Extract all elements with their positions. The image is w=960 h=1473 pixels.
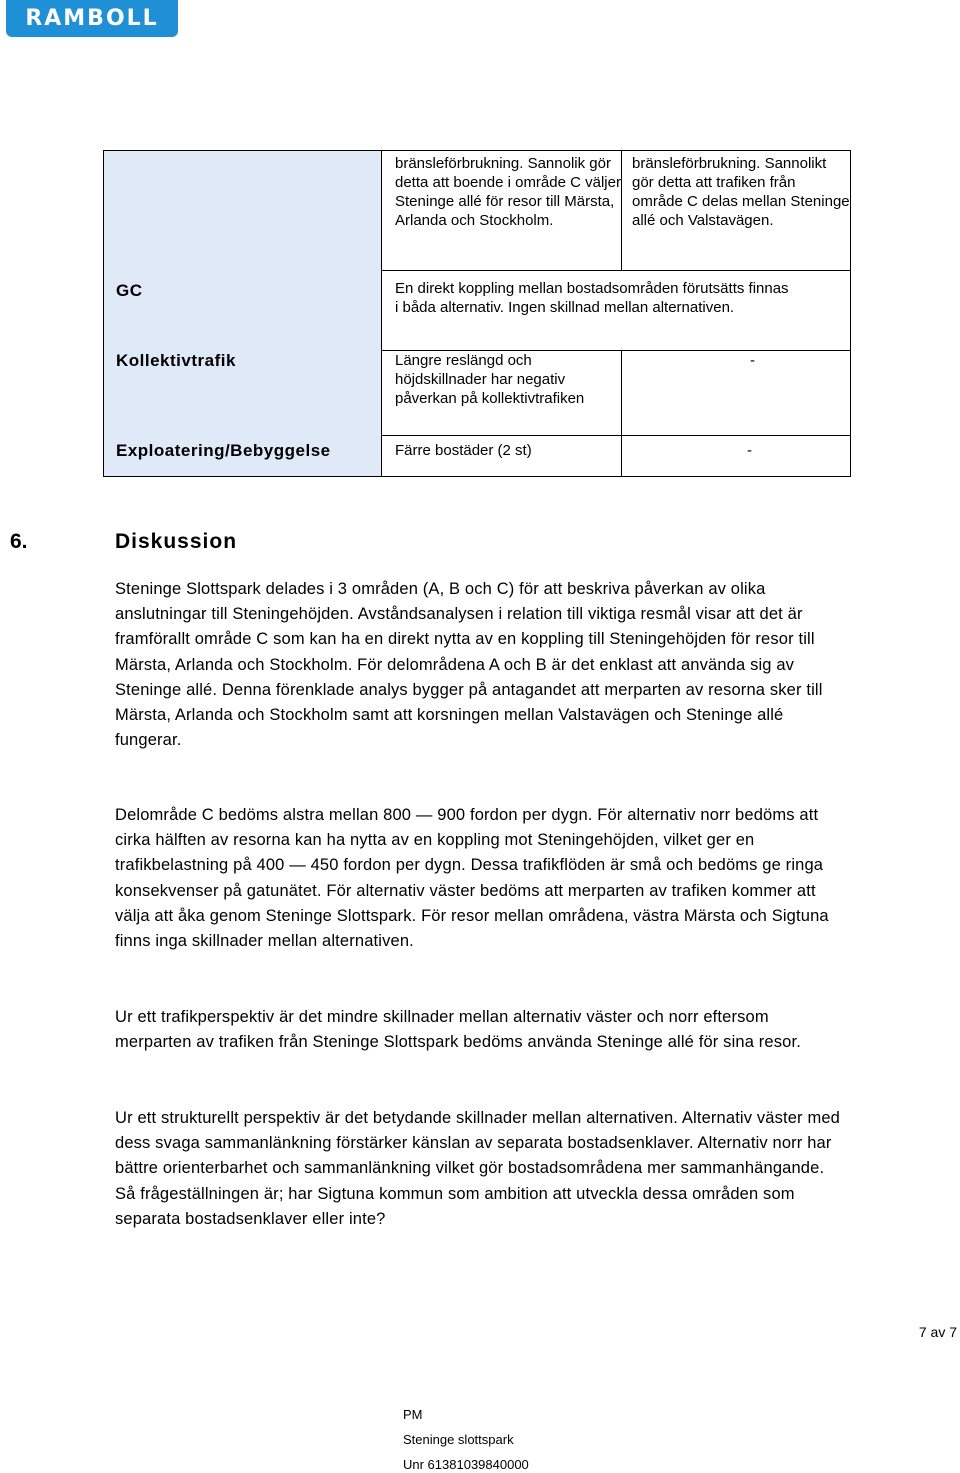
cell-alternative-a: Färre bostäder (2 st)	[382, 436, 622, 477]
table-row	[104, 351, 851, 436]
logo-text: RAMBOLL	[25, 6, 159, 31]
cell-alternative-b	[622, 436, 851, 477]
cell-alternative-b: bränsleförbrukning. Sannolikt gör detta att trafiken från område C delas mellan Steninge allé och Valstavägen.	[622, 151, 851, 271]
cell-alternative-a: bränsleförbrukning. Sannolik gör detta att boende i område C väljer Steninge allé för resor till Märsta, Arlanda och Stockholm.	[382, 151, 622, 271]
table-row	[104, 436, 851, 477]
section-title: Diskussion	[115, 530, 238, 553]
footer-doc-type: PM	[403, 1407, 423, 1422]
footer-unr: Unr 61381039840000	[403, 1457, 529, 1472]
paragraph: Steninge Slottspark delades i 3 områden (A, B och C) för att beskriva påverkan av olika anslutningar till Steningehöjden. Avståndsanalysen i relation till viktiga resmål visar att det är framförallt område C som kan ha en direkt nytta av en koppling till Steningehöjden för resor till Märsta, Arlanda och Stockholm. För delområdena A och B är det enklast att använda sig av Steninge allé. Denna förenklade analys bygger på antagandet att merparten av resorna sker till Märsta, Arlanda och Stockholm samt att korsningen mellan Valstavägen och Steninge allé fungerar.	[115, 580, 823, 750]
table-row	[104, 271, 851, 351]
page-number: 7 av 7	[918, 1324, 957, 1340]
cell-alternative-a: Längre reslängd och höjdskillnader har negativ påverkan på kollektivtrafiken	[382, 351, 622, 436]
section-number: 6.	[10, 530, 28, 553]
cell-merged: En direkt koppling mellan bostadsområden förutsätts finnas i båda alternativ. Ingen skillnad mellan alternativen.	[382, 271, 851, 351]
table-row	[104, 151, 851, 271]
row-label	[104, 151, 382, 271]
row-label-exploatering: Exploatering/Bebyggelse	[104, 436, 382, 477]
paragraph: Delområde C bedöms alstra mellan 800 — 900 fordon per dygn. För alternativ norr bedöms att cirka hälften av resorna kan ha nytta av en koppling mot Steningehöjden, vilket ger en trafikbelastning på 400 — 450 fordon per dygn. Dessa trafikflöden är små och bedöms ge ringa konsekvenser på gatunätet. För alternativ väster bedöms att merparten av trafiken kommer att välja att åka genom Steninge Slottspark. För resor mellan områdena, västra Märsta och Sigtuna finns inga skillnader mellan alternativen.	[115, 806, 829, 951]
paragraph: Ur ett strukturellt perspektiv är det betydande skillnader mellan alternativen. Alternativ väster med dess svaga sammanlänkning förstärker känslan av separata bostadsenklaver. Alternativ norr har bättre orienterbarhet och sammanlänkning vilket gör bostadsområdena mer sammanhängande. Så frågeställningen är; har Sigtuna kommun som ambition att utveckla dessa områden som separata bostadsenklaver eller inte?	[115, 1109, 840, 1228]
row-label-kollektivtrafik: Kollektivtrafik	[104, 351, 382, 436]
dash-value: -	[747, 442, 752, 459]
row-label-gc: GC	[104, 271, 382, 351]
dash-value: -	[750, 352, 755, 369]
cell-alternative-b	[622, 351, 851, 436]
ramboll-logo	[6, 0, 178, 37]
footer-project: Steninge slottspark	[403, 1432, 514, 1447]
paragraph: Ur ett trafikperspektiv är det mindre skillnader mellan alternativ väster och norr eftersom merparten av trafiken från Steninge Slottspark bedöms använda Steninge allé för sina resor.	[115, 1008, 801, 1052]
evaluation-table	[103, 150, 851, 477]
